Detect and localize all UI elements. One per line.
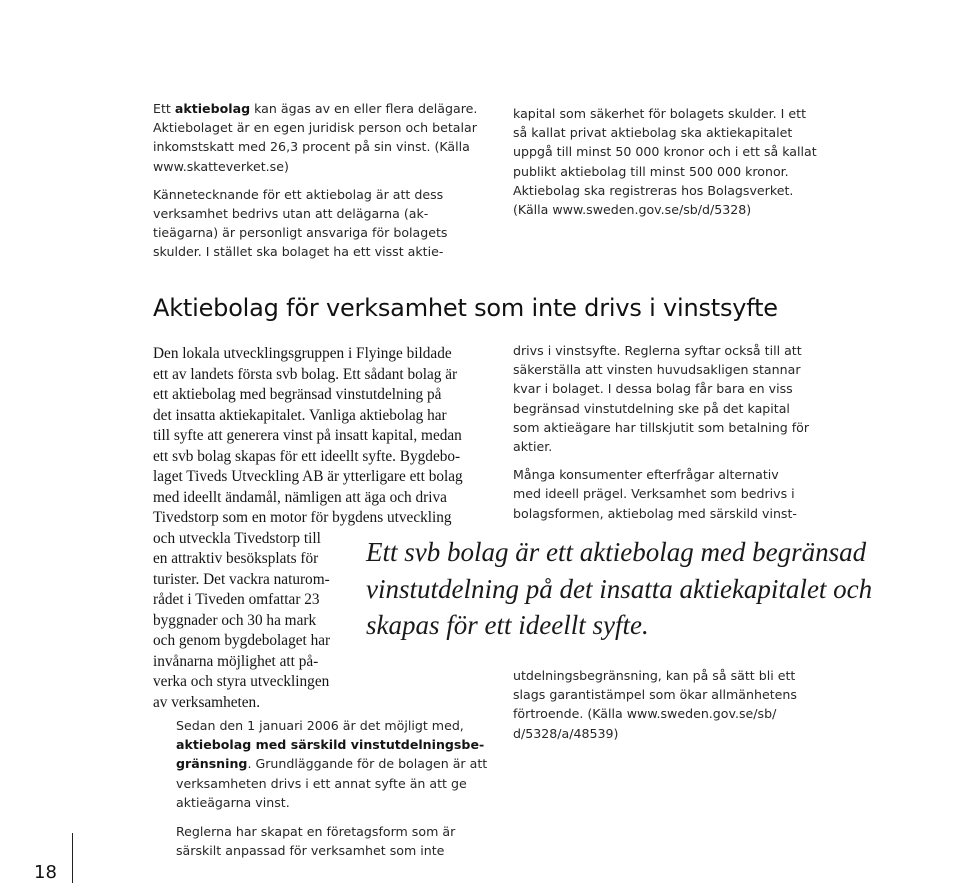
text-line: skulder. I stället ska bolaget ha ett visst aktie- — [153, 244, 444, 260]
text-line: Aktiebolaget är en egen juridisk person och betalar — [153, 120, 477, 136]
text-line: som aktieägare har tillskjutit som betalning för — [513, 419, 810, 435]
pull-quote — [366, 534, 872, 644]
text-line: Aktiebolag ska registreras hos Bolagsverket. — [513, 182, 794, 198]
text-line: kapital som säkerhet för bolagets skulder. I ett — [513, 106, 807, 121]
text-line: laget Tiveds Utveckling AB är ytterligare ett bolag — [153, 468, 463, 485]
text-line: Sedan den 1 januari 2006 är det möjligt med, — [176, 718, 464, 733]
text-line: aktieägarna vinst. — [176, 794, 290, 810]
intro-column-left — [153, 99, 477, 262]
text-line: det insatta aktiekapitalet. Vanliga aktiebolag har — [153, 406, 447, 424]
text-line: så kallat privat aktiebolag ska aktiekapitalet — [513, 125, 793, 141]
main-body-text — [153, 344, 463, 713]
text-line: med ideell prägel. Verksamhet som bedrivs i — [513, 486, 795, 502]
text-line: www.skatteverket.se) — [153, 158, 289, 174]
text-line: med ideellt ändamål, nämligen att äga och driva — [153, 488, 447, 506]
quote-line: Ett svb bolag är ett aktiebolag med begränsad — [366, 537, 867, 567]
text-line: Ett aktiebolag kan ägas av en eller flera delägare. — [153, 101, 478, 116]
text-line: verksamhet bedrivs utan att delägarna (ak- — [153, 206, 429, 222]
text-line: verksamheten drivs i ett annat syfte än att ge — [176, 775, 467, 791]
text-line: Kännetecknande för ett aktiebolag är att dess — [153, 186, 444, 202]
bottom-left-column — [176, 716, 487, 860]
text-line: slags garantistämpel som ökar allmänhetens — [513, 687, 797, 703]
text-line: Reglerna har skapat en företagsform som är — [176, 824, 456, 840]
text-line: särskilt anpassad för verksamhet som inte — [176, 843, 445, 859]
section-heading: Aktiebolag för verksamhet som inte drivs i vinstsyfte — [153, 294, 778, 322]
text-line: kvar i bolaget. I dessa bolag får bara en viss — [513, 381, 793, 397]
text-line: ett aktiebolag med begränsad vinstutdelning på — [153, 386, 442, 403]
text-line: verka och styra utvecklingen — [153, 673, 330, 690]
text-line: turister. Det vackra naturom- — [153, 570, 330, 588]
text-line: (Källa www.sweden.gov.se/sb/d/5328) — [513, 202, 752, 218]
text-line: aktier. — [513, 439, 553, 455]
quote-line: vinstutdelning på det insatta aktiekapitalet och — [366, 573, 873, 604]
text-line — [176, 735, 487, 754]
right-column-bottom — [513, 666, 797, 743]
term-svb: aktiebolag med särskild vinstutdelningsbe- — [176, 737, 485, 753]
margin-rule — [72, 833, 73, 883]
text-line: byggnader och 30 ha mark — [153, 611, 317, 629]
text-line: rådet i Tiveden omfattar 23 — [153, 591, 320, 608]
intro-column-right — [513, 104, 817, 219]
term-svb-end: gränsning — [176, 756, 248, 772]
text-line: ett svb bolag skapas för ett ideellt syfte. Bygdebo- — [153, 447, 461, 465]
text-line: säkerställa att vinsten huvudsakligen stannar — [513, 362, 801, 378]
text-line: och utveckla Tivedstorp till — [153, 529, 321, 547]
text-line: Tivedstorp som en motor för bygdens utveckling — [153, 509, 452, 526]
quote-line: skapas för ett ideellt syfte. — [366, 610, 649, 640]
text-line: d/5328/a/48539) — [513, 725, 619, 741]
text-line: förtroende. (Källa www.sweden.gov.se/sb/ — [513, 706, 777, 722]
text-line: till syfte att generera vinst på insatt kapital, medan — [153, 427, 462, 444]
text-line: utdelningsbegränsning, kan på så sätt bli ett — [513, 668, 796, 683]
right-column-middle — [513, 341, 809, 523]
text-line: inkomstskatt med 26,3 procent på sin vinst. (Källa — [153, 139, 470, 155]
page-number: 18 — [34, 862, 57, 883]
text-line: och genom bygdebolaget har — [153, 632, 331, 649]
text-line: gränsning. Grundläggande för de bolagen är att — [176, 756, 488, 772]
text-line: ett av landets första svb bolag. Ett sådant bolag är — [153, 365, 458, 383]
text-line: Den lokala utvecklingsgruppen i Flyinge bildade — [153, 345, 452, 362]
text-line: Många konsumenter efterfrågar alternativ — [513, 467, 779, 483]
text-line: publikt aktiebolag till minst 500 000 kronor. — [513, 163, 789, 179]
text-line: begränsad vinstutdelning ske på det kapital — [513, 400, 790, 416]
text-line: uppgå till minst 50 000 kronor och i ett så kallat — [513, 144, 817, 160]
term-aktiebolag: aktiebolag — [174, 101, 251, 116]
text-line: tieägarna) är personligt ansvariga för bolagets — [153, 225, 448, 241]
text-line: invånarna möjlighet att på- — [153, 652, 319, 670]
text-line: bolagsformen, aktiebolag med särskild vinst- — [513, 505, 797, 521]
text-line: drivs i vinstsyfte. Reglerna syftar också till att — [513, 343, 802, 358]
text-line: av verksamheten. — [153, 693, 261, 711]
text-line: en attraktiv besöksplats för — [153, 550, 319, 567]
